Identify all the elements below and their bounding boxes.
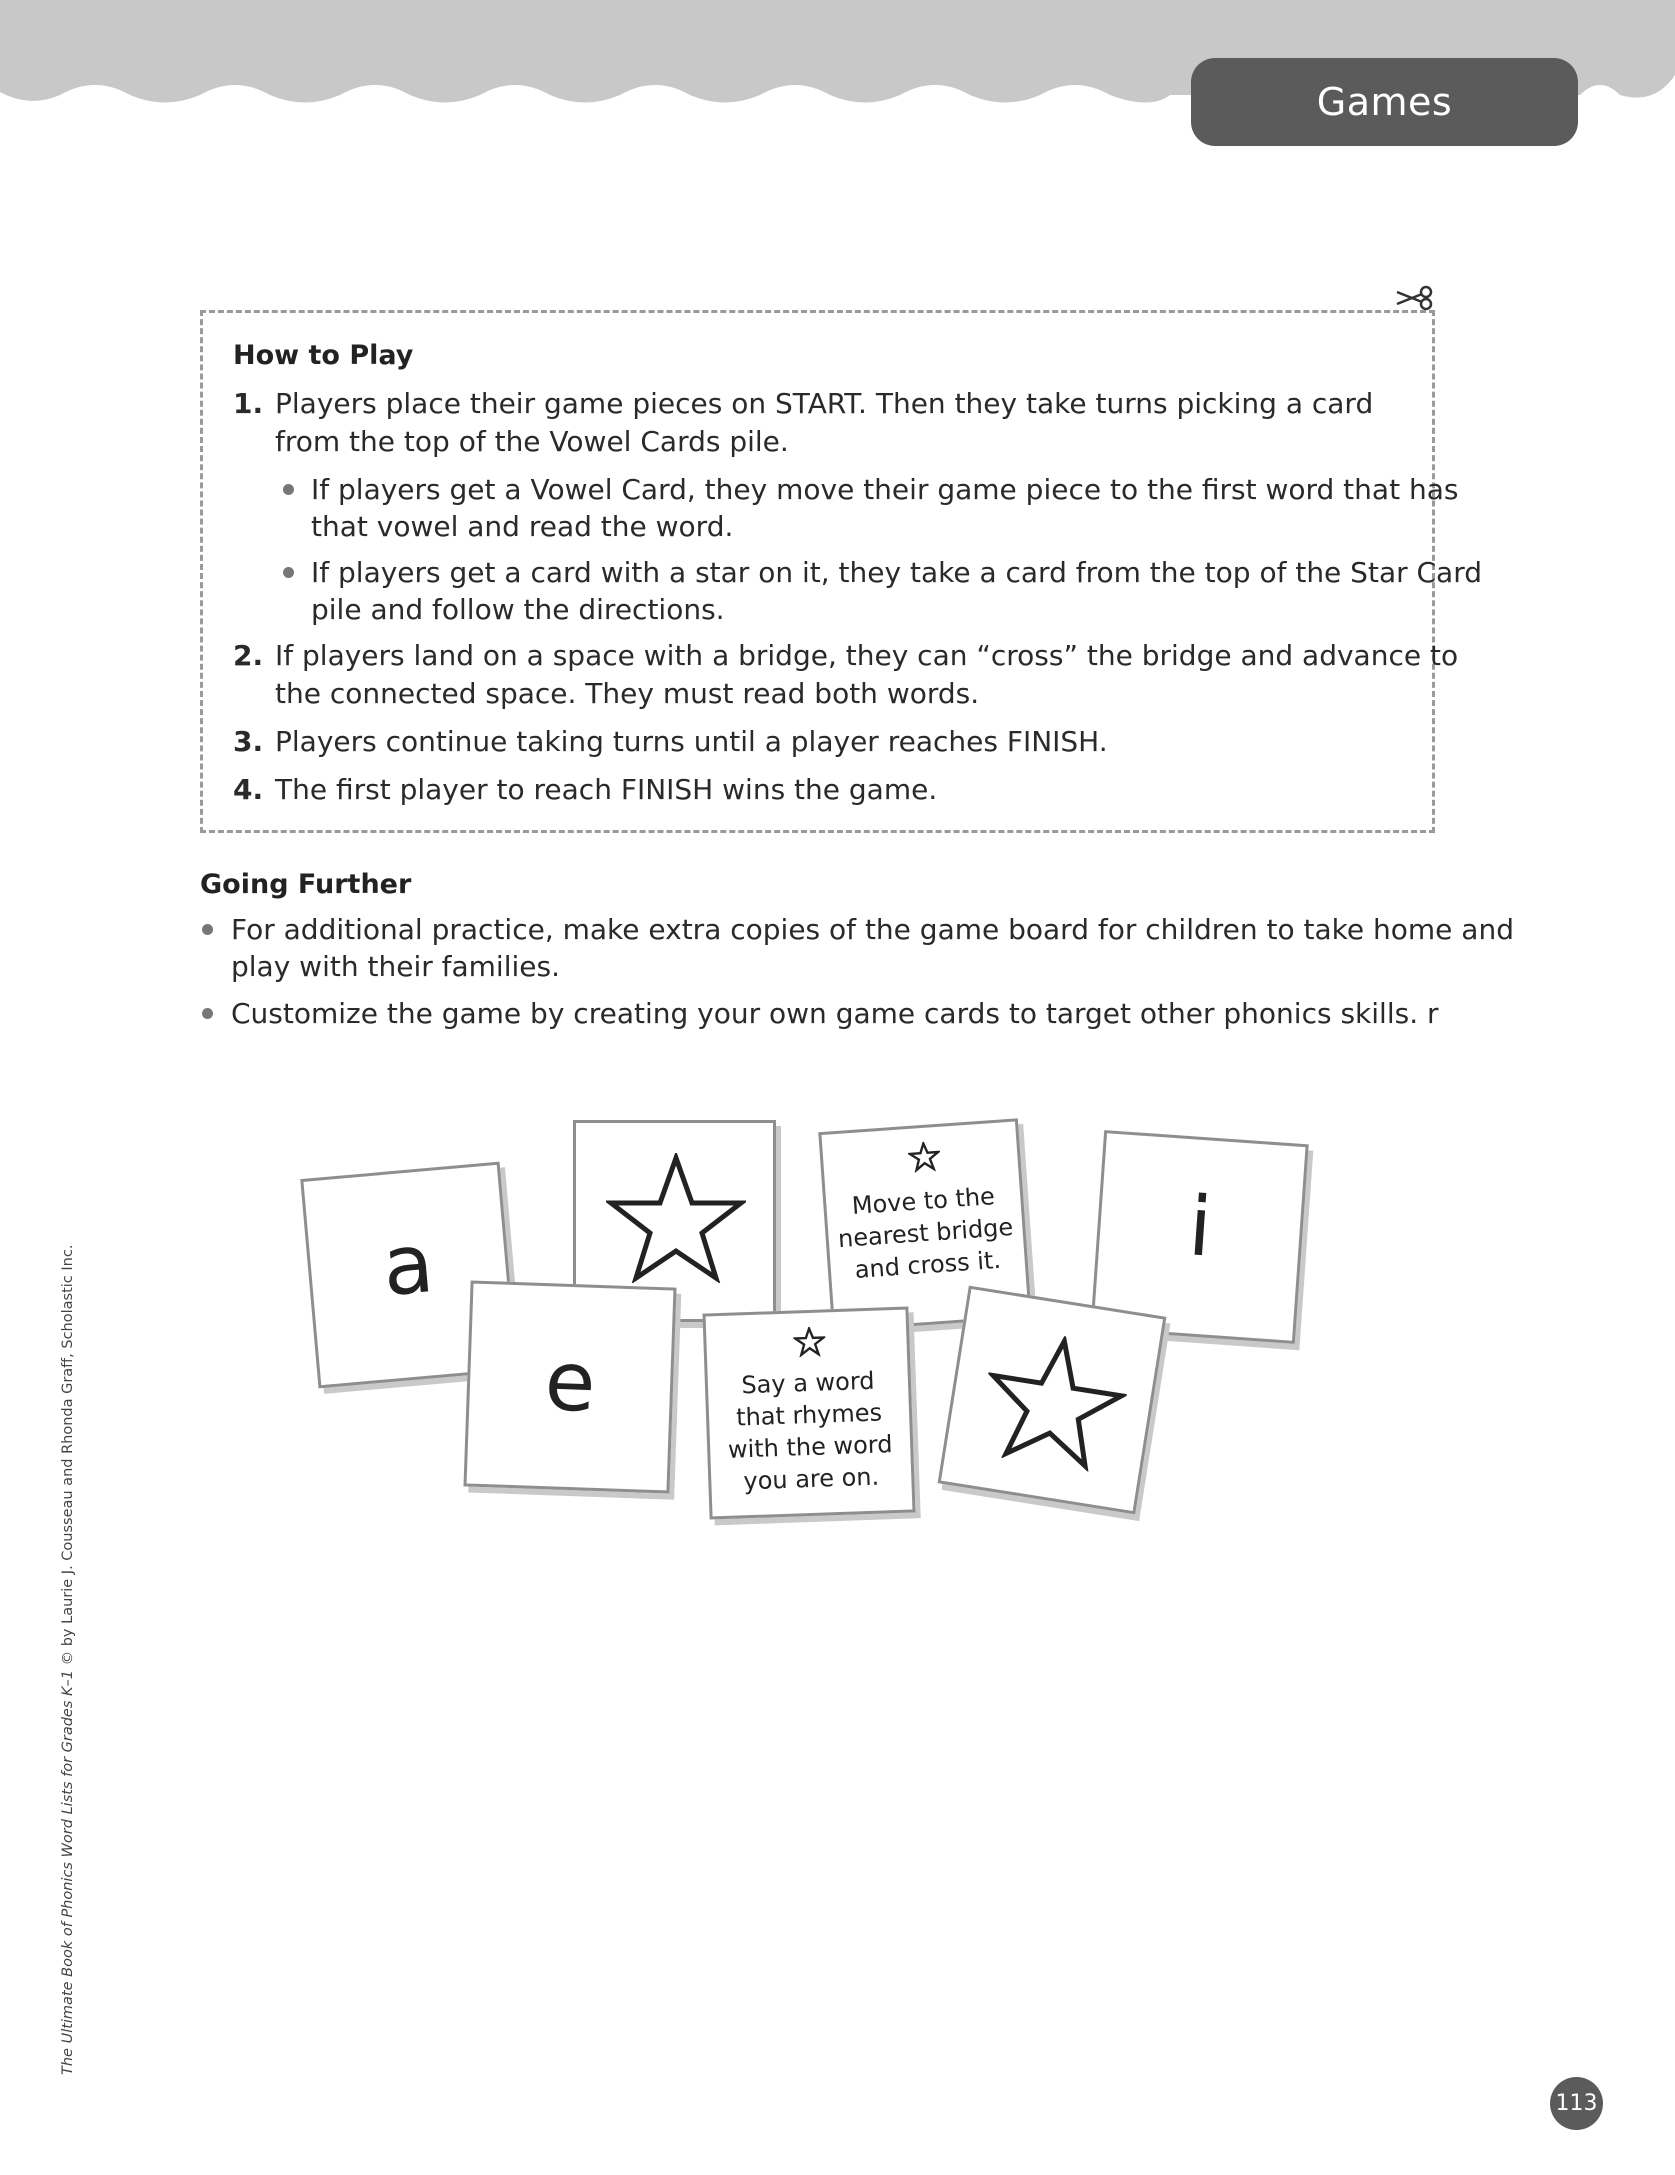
step-1-line-2: from the top of the Vowel Cards pile.	[275, 425, 789, 458]
step-2-line-1: If players land on a space with a bridge, they can “cross” the bridge and advance to	[275, 639, 1459, 672]
how-to-play-heading: How to Play	[233, 340, 414, 371]
bullet-dot-icon	[202, 1008, 213, 1019]
rhyme-card-line-2: that rhymes	[735, 1398, 883, 1432]
rhyme-card-line-4: you are on.	[742, 1462, 880, 1496]
star-card	[938, 1286, 1167, 1515]
step-number: 1.	[233, 387, 264, 420]
going-further-heading: Going Further	[200, 869, 412, 900]
going-further-bullet-2-line-1: Customize the game by creating your own game cards to target other phonics skills. r	[231, 997, 1439, 1030]
step-number: 2.	[233, 639, 264, 672]
scissors-icon	[1393, 282, 1435, 312]
bullet-dot-icon	[283, 484, 294, 495]
rhyme-card-line-1: Say a word	[740, 1366, 875, 1400]
vowel-card-a-letter: a	[379, 1216, 438, 1316]
step-4-line-1: The first player to reach FINISH wins the game.	[275, 773, 938, 806]
step-number: 4.	[233, 773, 264, 806]
step-1-bullet-2-line-2: pile and follow the directions.	[311, 593, 725, 626]
bullet-dot-icon	[283, 567, 294, 578]
page-number: 113	[1550, 2077, 1603, 2130]
going-further-bullet-1-line-2: play with their families.	[231, 950, 560, 983]
step-3-line-1: Players continue taking turns until a player reaches FINISH.	[275, 725, 1108, 758]
going-further-bullet-1-line-1: For additional practice, make extra copies of the game board for children to take home and	[231, 913, 1514, 946]
credit-authors: © by Laurie J. Cousseau and Rhonda Graff, Scholastic Inc.	[60, 1244, 76, 1670]
vowel-card-e-letter: e	[543, 1334, 598, 1431]
credit-book-title: The Ultimate Book of Phonics Word Lists for Grades K–1	[60, 1670, 76, 2075]
section-tab: Games	[1191, 58, 1578, 146]
rhyme-card-line-3: with the word	[727, 1430, 893, 1464]
star-icon	[976, 1325, 1135, 1475]
vowel-card-i-letter: i	[1185, 1179, 1215, 1276]
bridge-card-line-2: nearest bridge	[837, 1212, 1014, 1254]
copyright-credit	[60, 1245, 76, 2075]
bridge-card-line-3: and cross it.	[853, 1245, 1002, 1284]
step-1-bullet-2-line-1: If players get a card with a star on it, they take a card from the top of the Star Card	[311, 556, 1483, 589]
vowel-card-e	[463, 1280, 676, 1493]
bullet-dot-icon	[202, 924, 213, 935]
small-star-icon	[907, 1141, 941, 1173]
small-star-icon	[793, 1326, 826, 1357]
bridge-card-line-1: Move to the	[850, 1182, 996, 1221]
step-number: 3.	[233, 725, 264, 758]
step-1-bullet-1-line-1: If players get a Vowel Card, they move their game piece to the first word that has	[311, 473, 1459, 506]
step-1-line-1: Players place their game pieces on START. Then they take turns picking a card	[275, 387, 1374, 420]
star-icon	[606, 1153, 746, 1283]
star-card-rhyme	[702, 1306, 915, 1519]
step-2-line-2: the connected space. They must read both words.	[275, 677, 980, 710]
step-1-bullet-1-line-2: that vowel and read the word.	[311, 510, 734, 543]
